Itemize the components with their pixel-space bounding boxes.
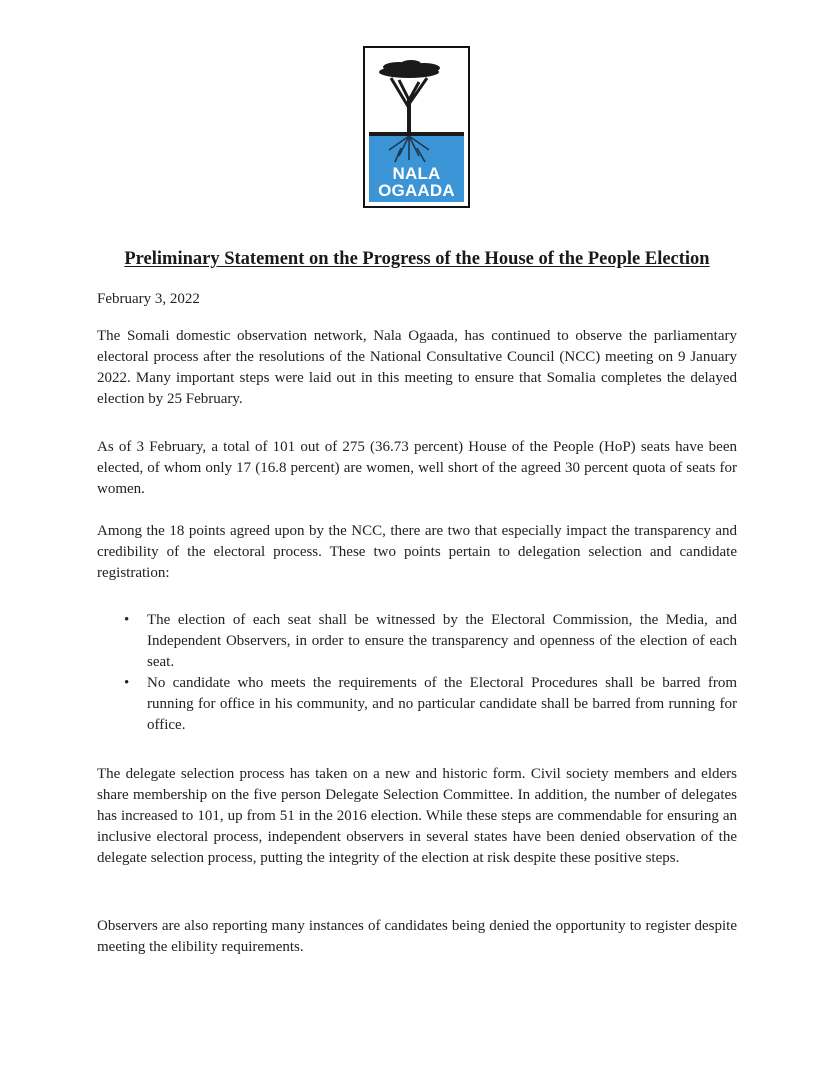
list-item — [97, 673, 737, 736]
bullet-icon: • — [124, 675, 130, 691]
paragraph-seats: As of 3 February, a total of 101 out of 275 (36.73 percent) House of the People (HoP) seats have been elected, of whom only 17 (16.8 percent) are women, well short of the agreed 30 percent quota of seats for women. — [97, 439, 737, 497]
ncc-points-list — [97, 610, 737, 736]
paragraph-intro: The Somali domestic observation network, Nala Ogaada, has continued to observe the parliamentary electoral process after the resolutions of the National Consultative Council (NCC) meeting on 9 January 2022. Many important steps were laid out in this meeting to ensure that Somalia completes the delayed election by 25 February. — [97, 328, 737, 407]
logo-line-2: OGAADA — [378, 181, 455, 200]
logo-line-1: NALA — [392, 164, 441, 183]
list-item-text: No candidate who meets the requirements of the Electoral Procedures shall be barred from running for office in his community, and no particular candidate shall be barred from running for office. — [147, 675, 737, 733]
list-item — [97, 610, 737, 673]
paragraph-delegate-selection: The delegate selection process has taken on a new and historic form. Civil society members and elders share membership on the five person Delegate Selection Committee. In addition, the number of delegates has increased to 101, up from 51 in the 2016 election. While these steps are commendable for ensuring an inclusive electoral process, independent observers in several states have been denied observation of the delegate selection process, putting the integrity of the election at risk despite these positive steps. — [97, 766, 737, 866]
bullet-icon: • — [124, 612, 130, 628]
document-title: Preliminary Statement on the Progress of the House of the People Election — [124, 249, 710, 269]
list-item-text: The election of each seat shall be witnessed by the Electoral Commission, the Media, and Independent Observers, in order to ensure the transparency and openness of the election of each seat. — [147, 612, 737, 670]
document-date: February 3, 2022 — [97, 291, 200, 307]
paragraph-candidate-registration: Observers are also reporting many instances of candidates being denied the opportunity to register despite meeting the elibility requirements. — [97, 918, 737, 955]
logo-artwork — [369, 52, 464, 202]
paragraph-ncc-points: Among the 18 points agreed upon by the NCC, there are two that especially impact the transparency and credibility of the electoral process. These two points pertain to delegation selection and candidate registration: — [97, 523, 737, 581]
nala-ogaada-logo — [363, 46, 470, 208]
